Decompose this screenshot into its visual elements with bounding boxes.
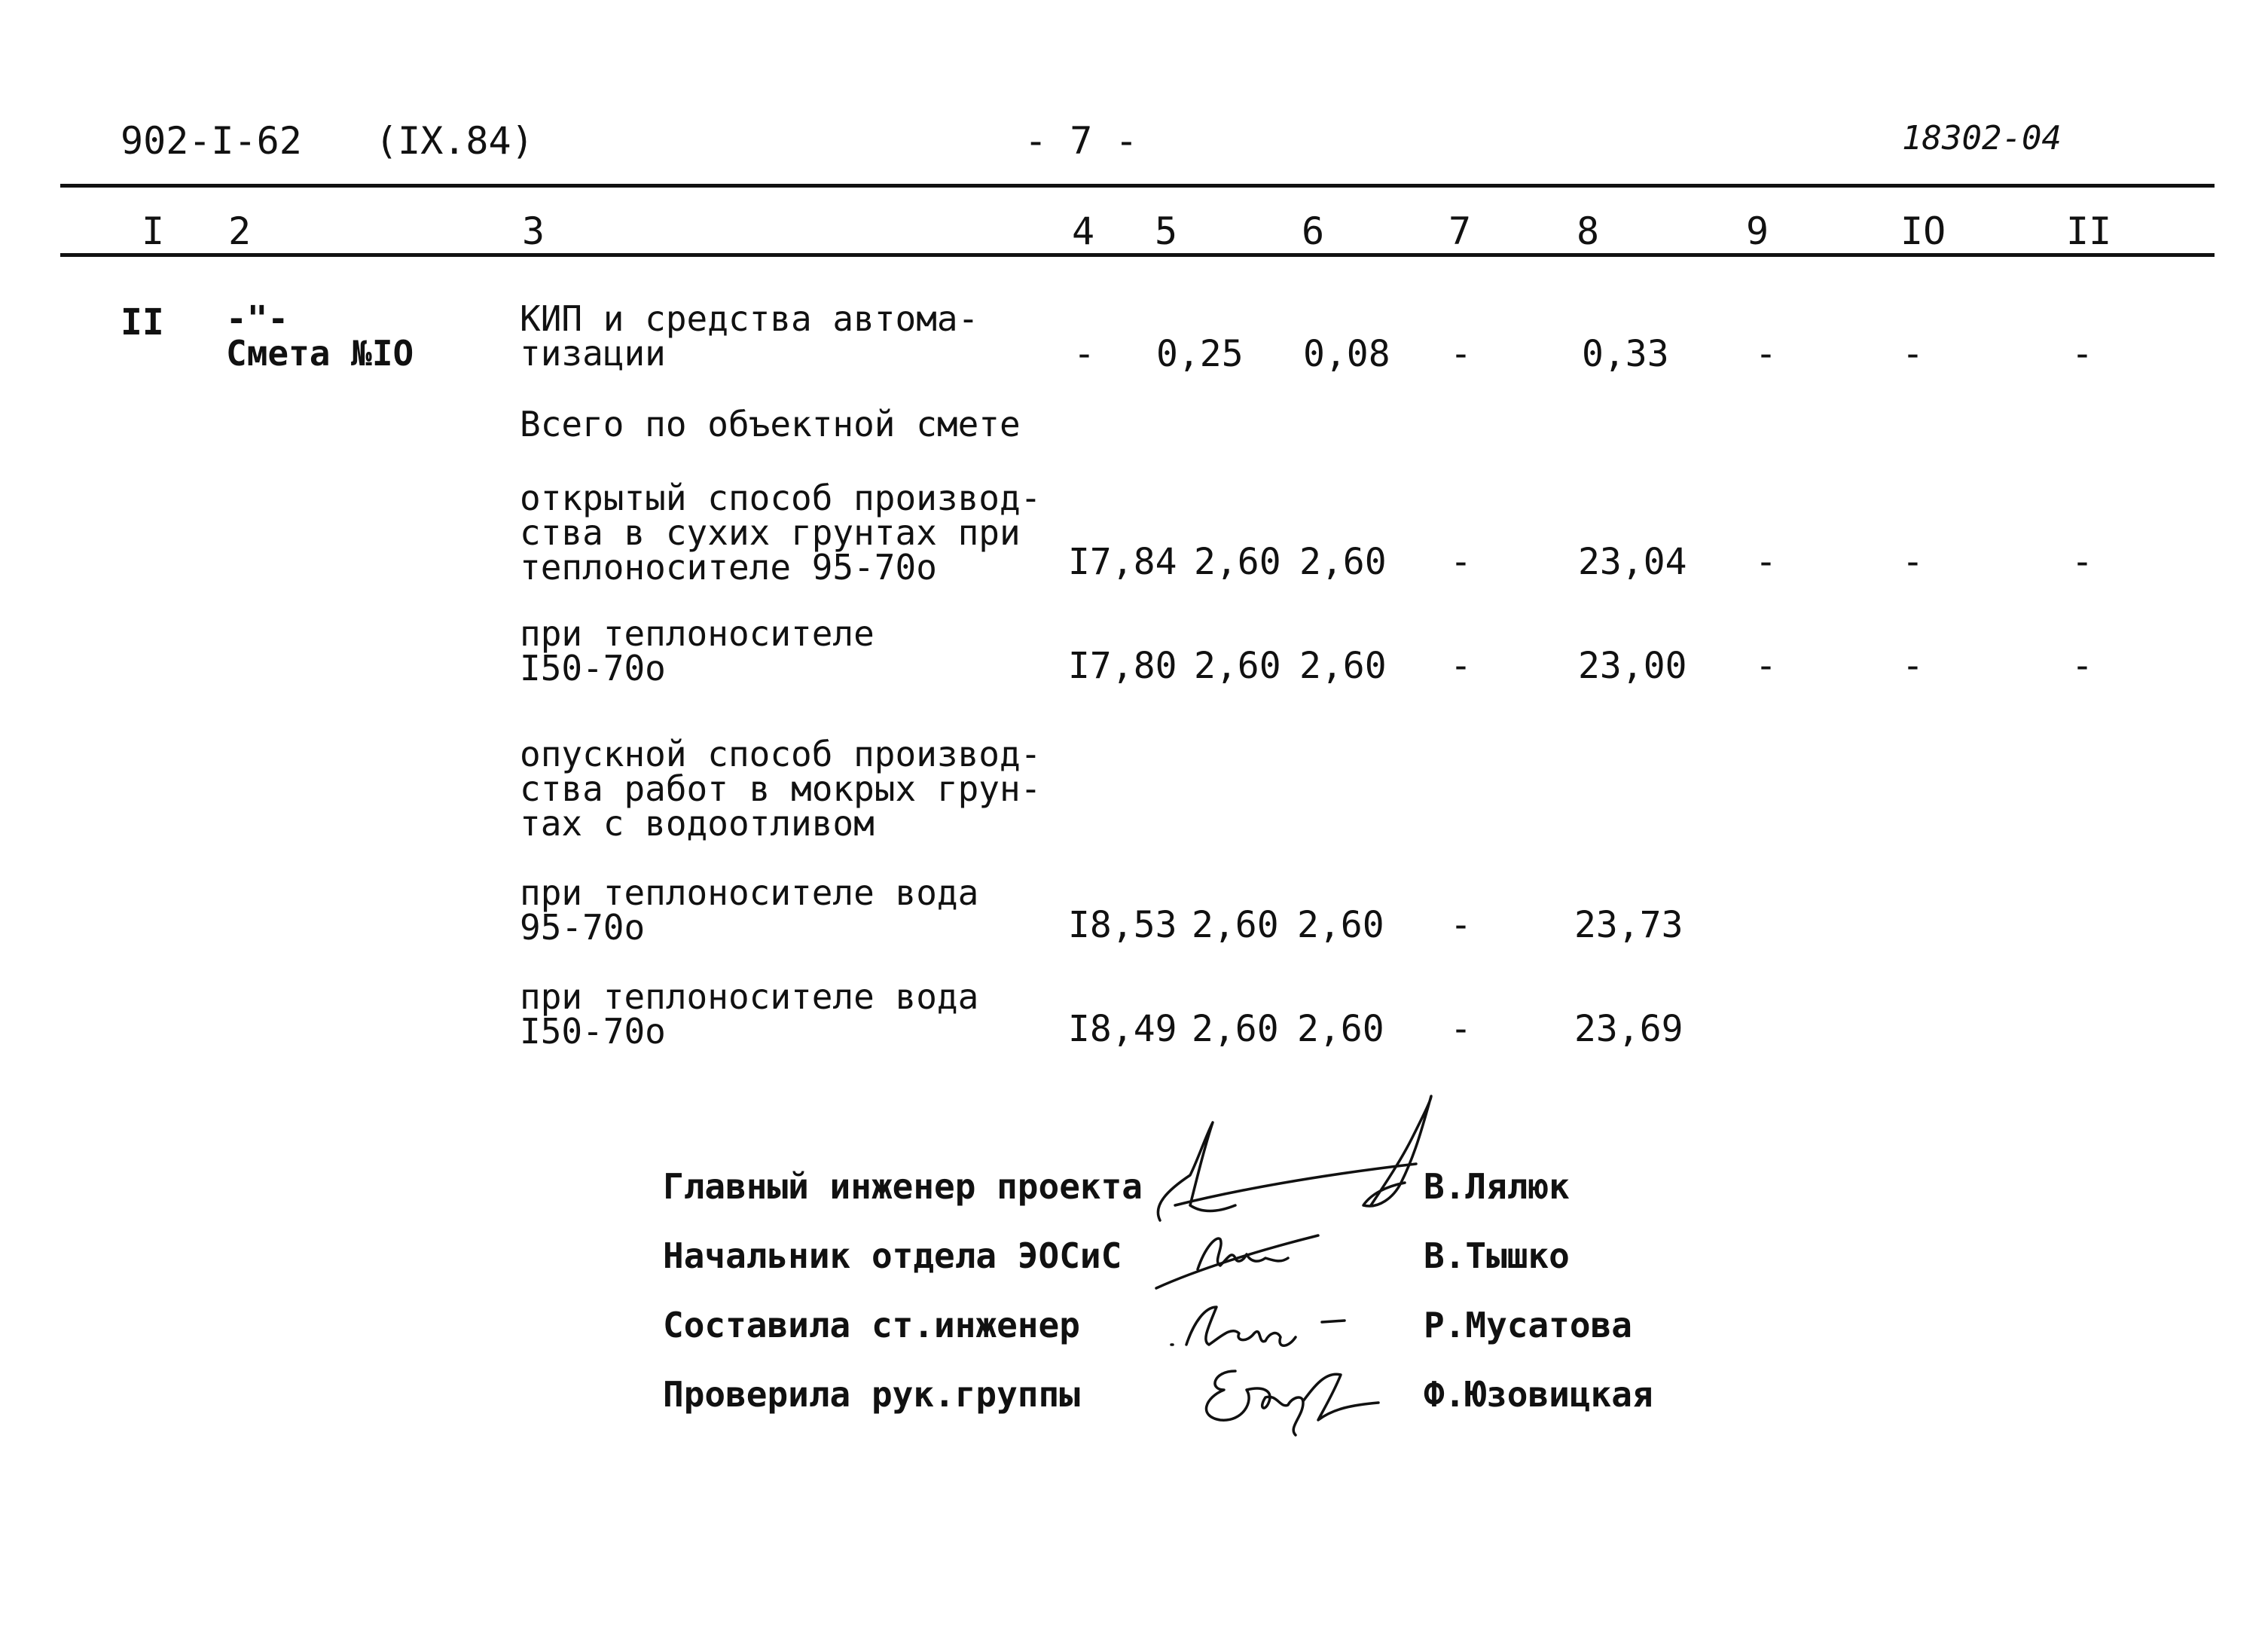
row-description: опускной способ производ- ства работ в мокрых грун- тах с водоотливом [520, 734, 1042, 844]
row-description: открытый способ производ- ства в сухих грунтах при теплоносителе 95-70о [520, 478, 1042, 588]
cell-col5: 2,60 [1192, 904, 1279, 946]
row-description: Всего по объектной смете [520, 404, 1021, 444]
row-description: КИП и средства автома- тизации [520, 298, 979, 374]
row-description: при теплоносителе вода 95-70о [520, 872, 979, 948]
signature-title: Составила ст.инженер [663, 1305, 1080, 1345]
column-number: IO [1900, 209, 1946, 253]
cell-col8: 23,04 [1578, 541, 1687, 583]
cell-col7: - [1450, 645, 1472, 687]
cell-col6: 2,60 [1297, 904, 1384, 946]
handwritten-signature [1152, 1217, 1348, 1299]
row-description: при теплоносителе I50-70о [520, 613, 875, 689]
column-number: 7 [1448, 209, 1472, 253]
cell-col9: - [1755, 645, 1777, 687]
cell-col8: 23,69 [1574, 1008, 1683, 1050]
signatory-name: В.Тышко [1424, 1235, 1570, 1276]
column-number: 4 [1072, 209, 1095, 253]
signature-title: Главный инженер проекта [663, 1166, 1143, 1207]
cell-col6: 2,60 [1299, 645, 1387, 687]
cell-col6: 2,60 [1299, 541, 1387, 583]
cell-col7: - [1450, 333, 1472, 375]
row-number: II [121, 301, 164, 344]
cell-col4: I8,49 [1068, 1008, 1177, 1050]
signatory-name: В.Лялюк [1424, 1166, 1570, 1207]
column-number: 8 [1577, 209, 1600, 253]
column-number: 2 [228, 209, 252, 253]
cell-col11: - [2071, 541, 2093, 583]
cell-col8: 0,33 [1582, 333, 1669, 375]
estimate-reference: -"- Смета №IO [226, 298, 414, 374]
cell-col9: - [1755, 333, 1777, 375]
cell-col9: - [1755, 541, 1777, 583]
cell-col4: I8,53 [1068, 904, 1177, 946]
cell-col11: - [2071, 645, 2093, 687]
column-number: 3 [522, 209, 545, 253]
table-header-rule [60, 253, 2215, 257]
cell-col4: I7,84 [1068, 541, 1177, 583]
cell-col6: 0,08 [1303, 333, 1390, 375]
handwritten-signature [1164, 1292, 1375, 1360]
cell-col8: 23,73 [1574, 904, 1683, 946]
cell-col4: I7,80 [1068, 645, 1177, 687]
cell-col7: - [1450, 904, 1472, 946]
cell-col7: - [1450, 1008, 1472, 1050]
signature-title: Проверила рук.группы [663, 1374, 1080, 1415]
cell-col10: - [1902, 333, 1924, 375]
page-number: - 7 - [1024, 119, 1138, 163]
cell-col10: - [1902, 541, 1924, 583]
cell-col4: - [1073, 333, 1095, 375]
column-number: II [2066, 209, 2112, 253]
signatory-name: Ф.Юзовицкая [1424, 1374, 1653, 1415]
row-description: при теплоносителе вода I50-70о [520, 976, 979, 1052]
column-number: 6 [1302, 209, 1325, 253]
document-code: 902-I-62 [121, 119, 302, 163]
inventory-number: 18302-04 [1902, 119, 2062, 157]
column-number: 9 [1746, 209, 1769, 253]
cell-col7: - [1450, 541, 1472, 583]
cell-col5: 2,60 [1194, 645, 1281, 687]
handwritten-signature [1190, 1356, 1401, 1439]
signature-title: Начальник отдела ЭОСиС [663, 1235, 1122, 1276]
cell-col11: - [2071, 333, 2093, 375]
column-number: 5 [1155, 209, 1178, 253]
cell-col5: 2,60 [1194, 541, 1281, 583]
document-date: (IX.84) [375, 119, 534, 163]
cell-col6: 2,60 [1297, 1008, 1384, 1050]
cell-col5: 0,25 [1156, 333, 1244, 375]
cell-col5: 2,60 [1192, 1008, 1279, 1050]
cell-col10: - [1902, 645, 1924, 687]
column-number: I [142, 209, 165, 253]
signatory-name: Р.Мусатова [1424, 1305, 1632, 1345]
cell-col8: 23,00 [1578, 645, 1687, 687]
table-top-rule [60, 184, 2215, 188]
